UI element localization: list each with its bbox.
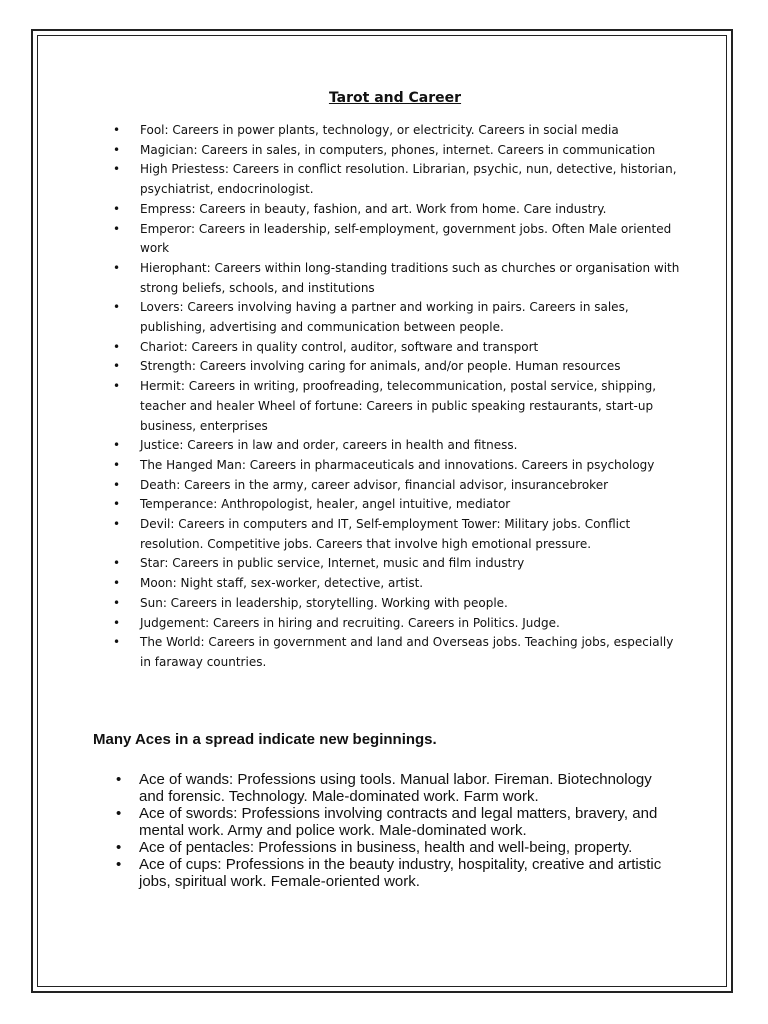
career-list-item-text: Moon: Night staff, sex-worker, detective, artist. <box>140 576 424 591</box>
bullet-icon: • <box>113 497 121 512</box>
career-list-item-text: The World: Careers in government and land and Overseas jobs. Teaching jobs, especially in faraway countries. <box>140 635 674 669</box>
bullet-icon: • <box>113 595 121 610</box>
career-list-item <box>113 357 683 377</box>
aces-list-item-text: Ace of wands: Professions using tools. Manual labor. Fireman. Biotechnology and forensic. Technology. Male-dominated work. Farm work. <box>139 771 652 805</box>
career-list-item-text: Fool: Careers in power plants, technology, or electricity. Careers in social media <box>140 123 619 137</box>
career-list-item-text: Strength: Careers involving caring for animals, and/or people. Human resources <box>140 359 621 374</box>
career-list-item-text: Magician: Careers in sales, in computers, phones, internet. Careers in communication <box>140 142 656 157</box>
career-list-item-text: Devil: Careers in computers and IT, Self-employment Tower: Military jobs. Conflict resolution. Competitive jobs. Careers that involve high emotional pressure. <box>140 517 631 551</box>
career-list-item <box>113 338 683 358</box>
career-list-item <box>113 574 683 594</box>
aces-list-item <box>116 771 676 805</box>
career-list-item-text: Death: Careers in the army, career advisor, financial advisor, insurancebroker <box>140 477 609 492</box>
career-list-item-text: Chariot: Careers in quality control, auditor, software and transport <box>140 339 539 354</box>
document-title: Tarot and Career <box>328 90 462 106</box>
career-list-item-text: Star: Careers in public service, Internet, music and film industry <box>140 556 525 571</box>
aces-list-item <box>116 856 676 890</box>
aces-list-item-text: Ace of cups: Professions in the beauty industry, hospitality, creative and artistic jobs, spiritual work. Female-oriented work. <box>139 856 662 890</box>
bullet-icon: • <box>116 856 122 873</box>
bullet-icon: • <box>113 477 121 492</box>
career-list-item <box>113 141 683 161</box>
career-list-item <box>113 614 683 634</box>
bullet-icon: • <box>113 300 121 315</box>
bullet-icon: • <box>113 556 121 571</box>
bullet-icon: • <box>113 457 121 472</box>
career-list-item <box>113 515 683 554</box>
career-list-item <box>113 476 683 496</box>
career-list-item <box>113 220 683 259</box>
career-list-item-text: Judgement: Careers in hiring and recruiting. Careers in Politics. Judge. <box>140 615 560 630</box>
career-list-item-text: Justice: Careers in law and order, careers in health and fitness. <box>140 438 518 453</box>
career-list-item-text: Sun: Careers in leadership, storytelling. Working with people. <box>140 595 508 610</box>
bullet-icon: • <box>113 123 121 137</box>
bullet-icon: • <box>113 260 121 275</box>
bullet-icon: • <box>113 359 121 374</box>
career-list-item <box>113 633 683 672</box>
career-list-item <box>113 554 683 574</box>
aces-list <box>116 771 676 890</box>
career-list-item <box>113 200 683 220</box>
bullet-icon: • <box>113 438 121 453</box>
career-list-item <box>113 259 683 298</box>
career-list <box>113 121 683 673</box>
bullet-icon: • <box>113 517 121 532</box>
bullet-icon: • <box>113 379 121 394</box>
career-list-item <box>113 594 683 614</box>
bullet-icon: • <box>113 201 121 216</box>
bullet-icon: • <box>113 635 121 650</box>
bullet-icon: • <box>116 771 122 788</box>
career-list-item <box>113 456 683 476</box>
career-list-item <box>113 298 683 337</box>
career-list-item <box>113 495 683 515</box>
career-list-item-text: Lovers: Careers involving having a partner and working in pairs. Careers in sales, publishing, advertising and communication between people. <box>140 300 629 335</box>
career-list-item <box>113 436 683 456</box>
aces-list-item <box>116 805 676 839</box>
career-list-item <box>113 160 683 199</box>
career-list-item <box>113 121 683 141</box>
bullet-icon: • <box>116 839 122 856</box>
career-list-item-text: Hermit: Careers in writing, proofreading, telecommunication, postal service, shipping, teacher and healer Wheel of fortune: Careers in public speaking restaurants, start-up business, enterprises <box>140 379 657 433</box>
career-list-item-text: Hierophant: Careers within long-standing traditions such as churches or organisation with strong beliefs, schools, and institutions <box>140 260 680 295</box>
career-list-item-text: The Hanged Man: Careers in pharmaceuticals and innovations. Careers in psychology <box>140 457 655 472</box>
aces-list-item-text: Ace of swords: Professions involving contracts and legal matters, bravery, and mental work. Army and police work. Male-dominated work. <box>139 805 658 839</box>
aces-list-item <box>116 839 676 856</box>
career-list-item-text: High Priestess: Careers in conflict resolution. Librarian, psychic, nun, detective, historian, psychiatrist, endocrinologist. <box>140 162 677 197</box>
bullet-icon: • <box>113 162 121 177</box>
bullet-icon: • <box>116 805 122 822</box>
aces-list-item-text: Ace of pentacles: Professions in business, health and well-being, property. <box>139 839 633 856</box>
bullet-icon: • <box>113 576 121 591</box>
career-list-item-text: Empress: Careers in beauty, fashion, and art. Work from home. Care industry. <box>140 201 607 216</box>
bullet-icon: • <box>113 615 121 630</box>
bullet-icon: • <box>113 339 121 354</box>
career-list-item-text: Temperance: Anthropologist, healer, angel intuitive, mediator <box>140 497 511 512</box>
career-list-item <box>113 377 683 436</box>
career-list-item-text: Emperor: Careers in leadership, self-employment, government jobs. Often Male oriented work <box>140 221 672 256</box>
bullet-icon: • <box>113 221 121 236</box>
aces-heading: Many Aces in a spread indicate new beginnings. <box>93 731 437 748</box>
bullet-icon: • <box>113 142 121 157</box>
